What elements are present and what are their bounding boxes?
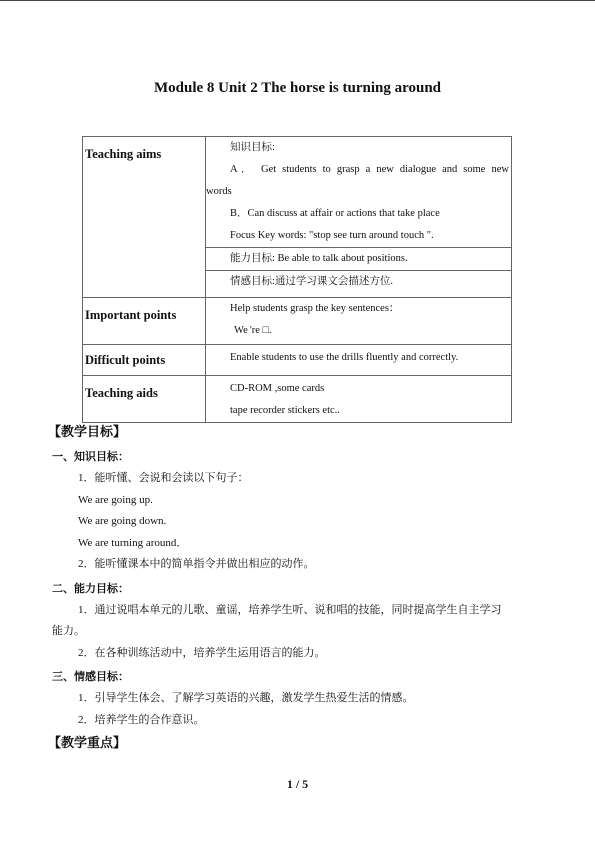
heading-key-points: 【教学重点】 <box>48 735 127 750</box>
body-content <box>48 420 542 755</box>
ability-item-1: 1．通过说唱本单元的儿歌、童谣，培养学生听、说和唱的技能，同时提高学生自主学习 <box>78 603 502 616</box>
page-number: 1 / 5 <box>286 777 309 791</box>
table-row-important-points <box>83 298 512 345</box>
top-rule <box>0 0 595 1</box>
aims-item-b: B．Can discuss at affair or actions that take place <box>230 208 440 219</box>
sentence-turning-around: We are turning around． <box>78 536 188 549</box>
teaching-aims-cell <box>206 137 512 298</box>
heading-teaching-goals: 【教学目标】 <box>48 424 127 439</box>
teaching-aids-cell <box>206 376 512 423</box>
important-points-line1: Help students grasp the key sentences： <box>230 303 400 314</box>
important-points-label: Important points <box>85 308 177 322</box>
aims-focus-words: Focus Key words: "stop see turn around touch ". <box>230 230 434 241</box>
knowledge-item-2: 2．能听懂课本中的简单指令并做出相应的动作。 <box>78 558 315 570</box>
difficult-points-cell <box>206 345 512 376</box>
teaching-aims-label: Teaching aims <box>85 147 162 161</box>
lesson-plan-table <box>82 136 512 423</box>
ability-item-1-cont: 能力。 <box>52 625 85 637</box>
section-heading-ability: 二、能力目标： <box>52 582 129 595</box>
teaching-aids-line2: tape recorder stickers etc.. <box>230 405 340 416</box>
sentence-going-down: We are going down. <box>78 515 167 527</box>
table-row-teaching-aims <box>83 137 512 298</box>
table-row-teaching-aids <box>83 376 512 423</box>
important-points-cell <box>206 298 512 345</box>
ability-item-2: 2．在各种训练活动中，培养学生运用语言的能力。 <box>78 646 326 659</box>
aims-emotion: 情感目标:通过学习课文会描述方位. <box>206 270 511 293</box>
emotion-item-2: 2．培养学生的合作意识。 <box>78 713 205 726</box>
aims-item-a-cont: words <box>206 186 232 197</box>
document-title: Module 8 Unit 2 The horse is turning around <box>154 80 441 96</box>
difficult-points-text: Enable students to use the drills fluently and correctly. <box>230 352 459 363</box>
aims-ability: 能力目标: Be able to talk about positions. <box>206 247 511 270</box>
teaching-aids-label: Teaching aids <box>85 386 158 400</box>
table-row-difficult-points <box>83 345 512 376</box>
emotion-item-1: 1．引导学生体会、了解学习英语的兴趣，激发学生热爱生活的情感。 <box>78 692 414 704</box>
aims-item-a: A． Get students to grasp a new dialogue and some new <box>230 164 509 175</box>
sentence-going-up: We are going up. <box>78 493 153 506</box>
aims-knowledge-heading: 知识目标: <box>230 142 275 153</box>
teaching-aids-line1: CD-ROM ,some cards <box>230 383 325 394</box>
important-points-line2: We 're □. <box>234 325 272 336</box>
difficult-points-label: Difficult points <box>85 353 166 367</box>
section-heading-emotion: 三、情感目标： <box>52 671 129 683</box>
section-heading-knowledge: 一、知识目标： <box>52 451 129 463</box>
knowledge-item-1: 1．能听懂、会说和会读以下句子： <box>78 472 249 484</box>
